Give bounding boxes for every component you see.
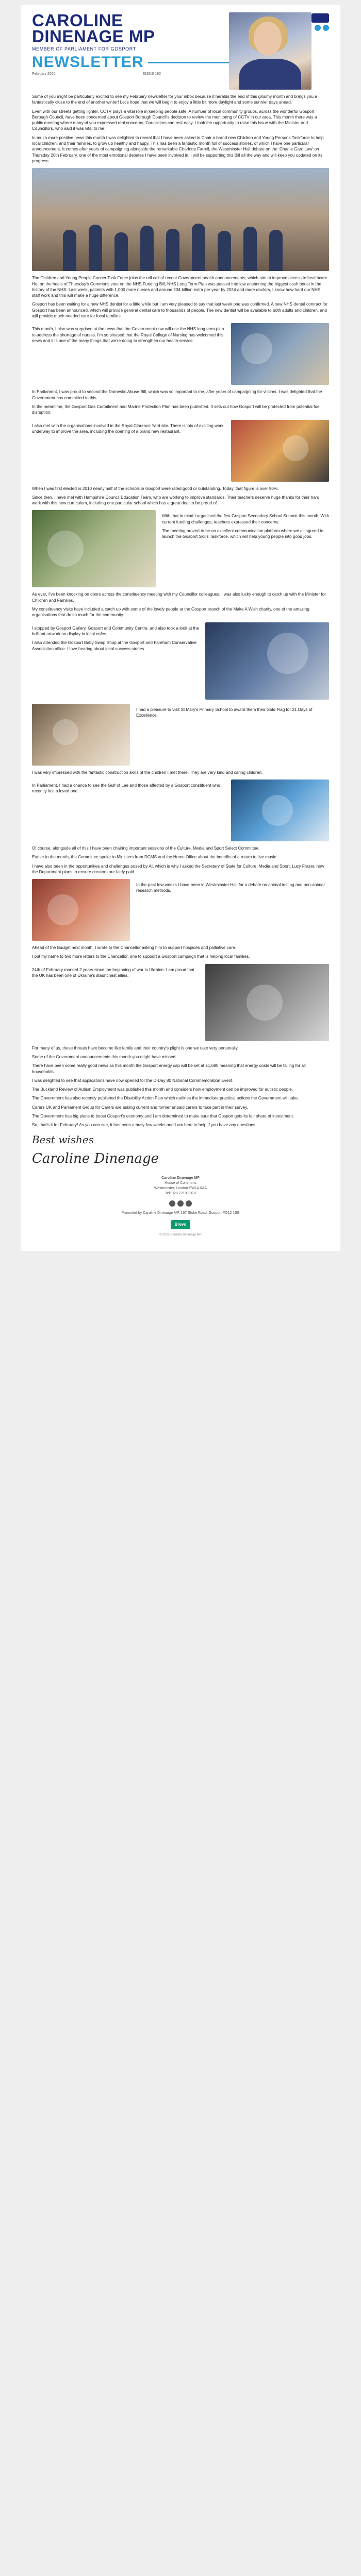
brand-name-line2: DINENAGE MP (32, 27, 155, 46)
signoff-text: Best wishes (32, 1133, 94, 1146)
header-social-icons (315, 25, 329, 31)
newsletter-card (21, 5, 340, 1251)
paragraph: The Buckland Review of Autism Employment was published this month and considers how employment can be improved for autistic people. (32, 1087, 293, 1092)
paragraph: I also met with the organisations involved in the Royal Clarence Yard site. There is lots of exciting work underway to improve the area, including the opening of a brand new restaurant. (32, 423, 224, 434)
paragraph: In Parliament, I had a chance to see the Gulf of Lee and those affected by a Gosport constituent who recently lost a loved one. (32, 783, 220, 794)
westminster-hall-row (32, 879, 329, 941)
paragraph: The Government has also recently published the Disability Action Plan which outlines the immediate practical actions the Government will take. (32, 1096, 299, 1101)
paragraph: So, that's it for February! As you can see, it has been a busy few weeks and I am here to help if you have any questions. (32, 1123, 257, 1128)
gulf-row (32, 779, 329, 841)
committee-section (32, 845, 329, 875)
dateline (32, 72, 161, 76)
paragraph: My constituency visits have included a catch up with some of the lovely people at the Gosport branch of the Make A Wish charity, one of the amazing organisations that do so much for the community. (32, 607, 309, 618)
paragraph: I was delighted to see that applications have now opened for the D-Day 80 National Commemoration Event. (32, 1078, 234, 1083)
paragraph: In the meantime, the Gosport Gas Curtailment and Marine Protection Plan has been published. It sets out how Gosport will be protected from potential fuel disruption. (32, 404, 321, 415)
paragraph: There have been some really good news as this month the Gosport energy cap will be set at £1,690 meaning that energy costs will be falling for all households. (32, 1063, 306, 1074)
paragraph: Some of the Government announcements this month you might have missed: (32, 1054, 177, 1059)
signature: Caroline Dinenage (32, 1150, 159, 1166)
gallery-photo (205, 622, 329, 700)
paragraph: With that in mind I organised the first Gosport Secondary School Summit this month. With current funding challenges, teachers expressed their concerns. (162, 514, 329, 524)
ukraine-photo (205, 964, 329, 1041)
instagram-icon[interactable] (186, 1200, 192, 1207)
intro-section (32, 94, 329, 164)
footer-social-icons (32, 1200, 329, 1207)
promoted-by-text: Promoted by Caroline Dinenage MP, 167 Stoke Road, Gosport PO12 1SE (121, 1211, 240, 1215)
paragraph: Some of you might be particularly excited to see my February newsletter for your inbox because it heralds the end of this gloomy month and brings you a fantastically close to the end of another winter! Let's hope that we will begin to enjoy a little bit more daylight and some sunnier days ahead. (32, 94, 317, 105)
brand-subtitle: MEMBER OF PARLIAMENT FOR GOSPORT (32, 46, 136, 52)
ukraine-row (32, 964, 329, 1041)
twitter-icon[interactable] (177, 1200, 184, 1207)
newsletter-footer (32, 1176, 329, 1238)
signoff-block (32, 1133, 329, 1166)
schools-summit-photo (32, 510, 156, 587)
paragraph: Of course, alongside all of this I have been chairing important sessions of the Culture, Media and Sport Select Committee. (32, 845, 260, 851)
paragraph: Earlier in the month, the Committee spoke to Ministers from DCMS and the Home Office about the benefits of a return to live music. (32, 855, 277, 860)
paragraph: In the past few weeks I have been in Westminster Hall for a debate on animal testing and non-animal research methods. (136, 883, 325, 893)
royal-clarence-photo (231, 420, 329, 482)
newsletter-page (0, 0, 361, 1261)
paragraph: When I was first elected in 2010 nearly half of the schools in Gosport were rated good or outstanding. Today, that figure is over 90%. (32, 486, 279, 491)
paragraph: Ahead of the Budget next month, I wrote to the Chancellor asking him to support hospices and palliative care. (32, 945, 236, 951)
paragraph: For many of us, these threats have become like family and their country's plight is one we take very personally. (32, 1045, 239, 1050)
school-visit-section (32, 770, 329, 775)
paragraph: The Children and Young People Cancer Task Force joins the roll call of recent Government health announcements, which aim to improve access to healthcare. Hot on the heels of Thursday's Commons vote on the NHS Funding Bill, NHS Long Term Plan was passed into law enshrining the biggest cash boost in the history of the NHS. Last week, patients with 1,000 more nurses and around £34 billion extra per year by 2024 and more doctors, I know how hard our NHS staff work and this will make a huge difference. (32, 276, 329, 298)
copyright-text: © 2025 Caroline Dinenage MP (159, 1233, 202, 1236)
gulf-photo (231, 779, 329, 841)
paragraph: In Parliament, I was proud to second the Domestic Abuse Bill, which was so important to me, after years of campaigning for victims. I was delighted that the Government has committed to this. (32, 389, 322, 400)
paragraph: In much more positive news this month I was delighted to reveal that I have been asked to Chair a brand new Children and Young Persons Taskforce to help local children, and their families, to grow up healthy and happy. This has been a fantastic month full of success stories, of which I have one particular announcement. It comes after years of campaigning alongside the remarkable Charlotte Farrell, the Westminster Hall debate on the ‘Charlie Gard Law’ on Thursday 20th February, one of the most emotional debates I have been involved in. I will be supporting this Bill all the way and will keep you updated on its progress. (32, 135, 324, 163)
newsletter-header (32, 12, 329, 90)
royal-clarence-row (32, 420, 329, 482)
header-portrait (229, 12, 311, 90)
footer-address-line: House of Commons (165, 1181, 196, 1185)
newsletter-title: NEWSLETTER (32, 54, 144, 71)
party-logo (311, 13, 329, 23)
paragraph: The Government has big plans to boost Gosport's economy and I am determined to make sure that Gosport gets its fair share of investment. (32, 1114, 294, 1119)
paragraph: I have also been in the opportunities and challenges posed by AI, which is why I asked the Secretary of State for Culture, Media and Sport, Lucy Frazer, how the Department plans to ensure creators are fairly paid. (32, 863, 324, 874)
paragraph: Carers UK and Parliament Group for Carers are asking current and former unpaid carers to take part in their survey. (32, 1105, 248, 1110)
taskforce-photo (32, 168, 329, 271)
announcements-section (32, 1045, 329, 1128)
baby-swap-photo (32, 704, 130, 766)
brand-block (32, 12, 229, 76)
twitter-icon[interactable] (323, 25, 329, 31)
header-logos (311, 13, 329, 31)
footer-address-line: Tel: 020 7219 7078 (165, 1191, 196, 1195)
schools-section (32, 486, 329, 506)
brand-name-line1: CAROLINE (32, 11, 123, 30)
newsletter-date: February 2020 (32, 72, 56, 76)
paragraph: As ever, I've been knocking on doors across the constituency meeting with my Councillor colleagues. I was also lucky enough to catch up with the Minister for Children and Families. (32, 592, 326, 603)
paragraph: Gosport has been waiting for a new NHS dentist for a little while but I am very pleased to say that last week one was confirmed. A new NHS dental contract for Gosport has been announced, which will provide general dental care to thousands of people. The new dentist will be available to both adults and children, and will provide much needed care for local families. (32, 302, 327, 319)
hospital-row (32, 323, 329, 385)
schools-summit-row (32, 510, 329, 587)
paragraph: I put my name to two more letters to the Chancellor, one to support a Gosport campaign that is helping local families. (32, 954, 250, 959)
facebook-icon[interactable] (315, 25, 321, 31)
footer-address-title: Caroline Dinenage MP (161, 1176, 200, 1180)
paragraph: I also attended the Gosport Baby Swap Shop at the Gosport and Fareham Conservative Association office. I love hearing about local success stories. (32, 640, 197, 651)
paragraph: Even with our streets getting lighter, CCTV plays a vital role in keeping people safe. A number of local community groups, across the wonderful Gosport Borough Council, have been concerned about Gosport Borough Council's decision to review the monitoring of CCTV in our area. This month there was a public meeting where many of you expressed real concerns. Councillors can rest easy. I took the opportunity to raise this issue with the Minister and Councillors, who said it was vital to me. (32, 109, 317, 131)
title-divider (148, 62, 229, 63)
paragraph: The meeting proved to be an excellent communication platform where we all agreed to launch the Gosport Skills Taskforce, which will help young people into good jobs. (162, 529, 324, 539)
facebook-icon[interactable] (169, 1200, 175, 1207)
paragraph: I had a pleasure to visit St Mary's Primary School to award them their Gold Flag for 21 Days of Excellence. (136, 707, 313, 718)
hospital-photo (231, 323, 329, 385)
footer-address-line: Westminster, London SW1A 0AA (154, 1186, 207, 1190)
baby-swap-row (32, 704, 329, 766)
parliament-section (32, 389, 329, 415)
paragraph: Since then, I have met with Hampshire Council Education Team, who are working to improve standards. Their teachers deserve huge thanks for their hard work with this new curriculum, including one particular school which has a great deal to be proud of. (32, 495, 320, 506)
newsletter-issue: ISSUE 162 (143, 72, 161, 76)
constituency-section (32, 591, 329, 618)
paragraph: I stopped by Gosport Gallery, Gosport and Community Centre, and also took a look at the brilliant artwork on display in local cafes. (32, 625, 199, 636)
newsletter-title-row (32, 54, 229, 71)
brevo-badge[interactable]: Brevo (171, 1220, 191, 1229)
westminster-hall-photo (32, 879, 130, 941)
budget-section (32, 945, 329, 960)
health-section (32, 275, 329, 319)
paragraph: This month, I also was surprised at the news that the Government now will use the NHS long term plan to address the shortage of nurses. I'm so pleased that the Royal College of Nursing has welcomed this news and it is one of the many things that we're doing to strengthen our health service. (32, 327, 224, 343)
gallery-row (32, 622, 329, 700)
paragraph: 24th of February marked 2 years since the beginning of war in Ukraine. I am proud that the UK has been one of Ukraine's staunchest allies. (32, 967, 194, 978)
paragraph: I was very impressed with the fantastic construction skills of the children I met there. They are very kind and caring children. (32, 770, 263, 775)
